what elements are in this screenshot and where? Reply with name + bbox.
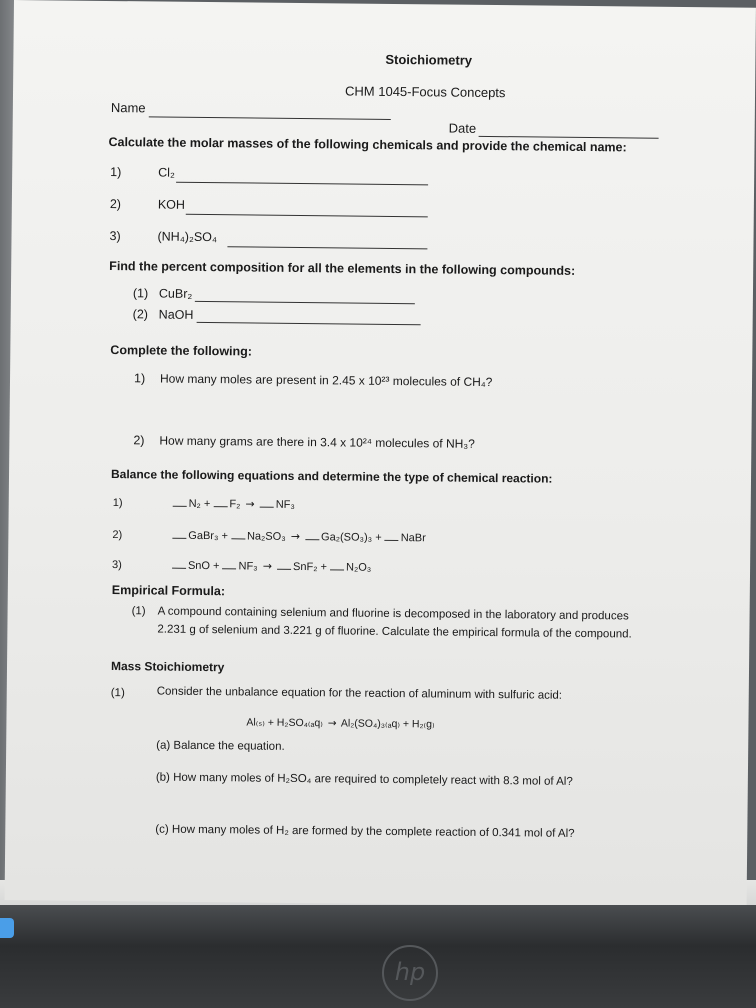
eq-term: SnO + [187, 559, 220, 573]
coefficient-blank [223, 558, 237, 569]
equation-num: 2) [112, 529, 123, 542]
molar-item-num: 1) [110, 165, 122, 180]
arrow-icon: → [245, 497, 255, 511]
percent-item-num: (1) [132, 286, 149, 301]
eq-term: NF₃ [238, 560, 258, 573]
hp-logo-icon: hp [382, 945, 438, 1001]
complete-item-num: 1) [133, 371, 146, 386]
empirical-line-2: 2.231 g of selenium and 3.221 g of fluorine. Calculate the empirical formula of the compound. [157, 623, 632, 641]
percent-item-formula: NaOH [158, 307, 194, 322]
mass-part-c: (c) How many moles of H₂ are formed by the complete reaction of 0.341 mol of Al? [155, 823, 575, 840]
eq-term: Na₂SO₃ [246, 530, 286, 543]
coefficient-blank [172, 558, 186, 569]
answer-line [227, 246, 427, 249]
coefficient-blank [172, 528, 186, 539]
coefficient-blank [330, 559, 344, 570]
eq-term: NF₃ [275, 498, 295, 511]
complete-item-text: How many moles are present in 2.45 x 10²³ molecules of CH₄? [159, 371, 493, 390]
course-subtitle-text: CHM 1045-Focus Concepts [344, 83, 506, 101]
equation-num: 1) [112, 497, 123, 510]
mass-intro: Consider the unbalance equation for the reaction of aluminum with sulfuric acid: [156, 685, 563, 702]
molar-item-formula: (NH₄)₂SO₄ [157, 229, 218, 245]
eq-term: SnF₂ + [292, 560, 328, 574]
eq-term: N₂O₃ [345, 561, 372, 574]
answer-line [197, 322, 421, 325]
coefficient-blank [277, 559, 291, 570]
mass-part-a: (a) Balance the equation. [156, 739, 285, 753]
coefficient-blank [260, 497, 274, 508]
eq-products: Al₂(SO₄)₃₍ₐq₎ + H₂₍g₎ [340, 717, 435, 731]
name-line [149, 116, 391, 120]
answer-line [195, 301, 415, 304]
coefficient-blank [305, 529, 319, 540]
coefficient-blank [231, 528, 245, 539]
complete-item-text: How many grams are there in 3.4 x 10²⁴ molecules of NH₃? [159, 433, 475, 451]
empirical-line-1: A compound containing selenium and fluorine is decomposed in the laboratory and produces [157, 605, 629, 623]
equation-3 [112, 557, 371, 574]
molar-item-num: 2) [109, 197, 122, 212]
percent-heading: Find the percent composition for all the elements in the following compounds: [109, 259, 576, 278]
molar-item-formula: Cl₂ [158, 165, 175, 180]
eq-reactants: Al₍ₛ₎ + H₂SO₄₍ₐq₎ [246, 716, 323, 730]
arrow-icon: → [327, 717, 337, 730]
coefficient-blank [385, 530, 399, 541]
empirical-heading: Empirical Formula: [111, 583, 226, 599]
eq-term: Ga₂(SO₃)₃ + [320, 531, 382, 544]
percent-item-formula: CuBr₂ [158, 286, 193, 301]
molar-item-num: 3) [109, 229, 121, 244]
equation-num: 3) [112, 559, 122, 572]
equation-1 [113, 495, 295, 511]
worksheet-paper [5, 0, 756, 908]
arrow-icon: → [290, 529, 301, 544]
eq-term: NaBr [400, 532, 426, 545]
eq-term: F₂ [229, 498, 241, 511]
course-subtitle [345, 83, 506, 100]
complete-heading: Complete the following: [110, 343, 253, 359]
answer-line [176, 182, 428, 186]
coefficient-blank [213, 496, 227, 507]
mass-equation [246, 716, 434, 730]
eq-term: GaBr₃ + [188, 529, 229, 543]
date-label: Date [448, 120, 477, 136]
mass-num: (1) [110, 687, 125, 700]
molar-item-formula: KOH [157, 197, 186, 212]
molar-heading: Calculate the molar masses of the following chemicals and provide the chemical name: [108, 134, 627, 155]
answer-line [186, 214, 428, 218]
percent-item-num: (2) [132, 307, 149, 322]
name-label: Name [110, 100, 146, 116]
eq-term: N₂ + [188, 497, 211, 511]
mass-part-b: (b) How many moles of H₂SO₄ are required to completely react with 8.3 mol of Al? [155, 771, 573, 788]
mass-heading: Mass Stoichiometry [110, 659, 225, 675]
balance-heading: Balance the following equations and determine the type of chemical reaction: [110, 467, 553, 486]
coefficient-blank [173, 496, 187, 507]
complete-item-num: 2) [133, 433, 145, 448]
empirical-num: (1) [131, 605, 146, 618]
page-title: Stoichiometry [385, 51, 473, 68]
monitor-bezel-bottom [0, 905, 756, 1008]
arrow-icon: → [262, 559, 273, 573]
indicator-light-icon [0, 918, 14, 938]
equation-2 [112, 527, 426, 544]
